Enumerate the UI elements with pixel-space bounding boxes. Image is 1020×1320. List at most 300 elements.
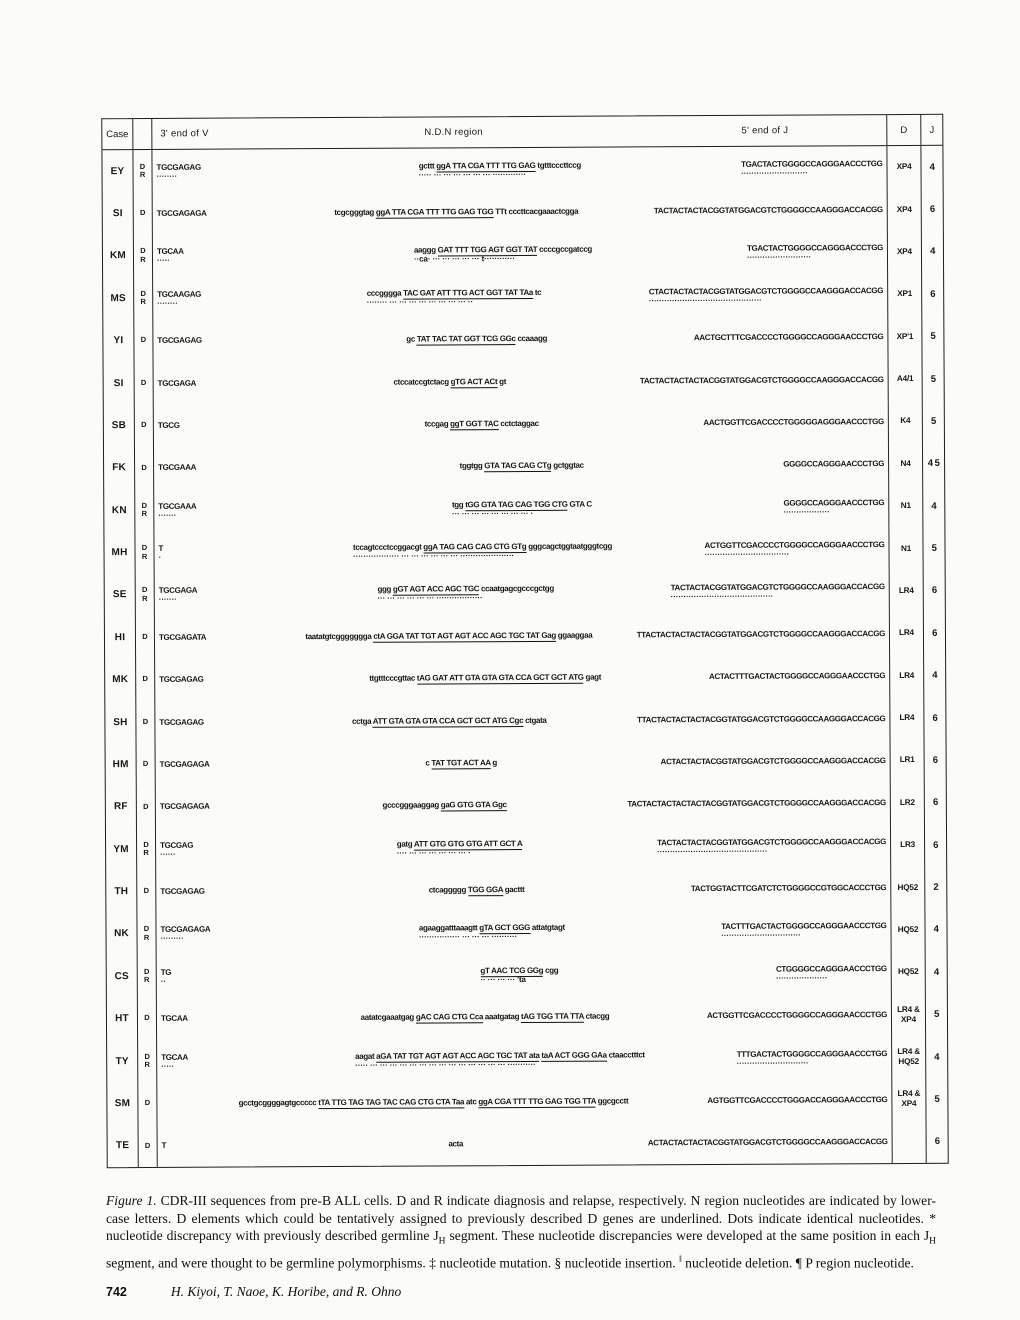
sequence-cell	[154, 485, 888, 531]
v-end-cell	[160, 886, 264, 896]
case-label: YI	[103, 320, 134, 363]
j-end-cell	[648, 1137, 888, 1147]
j-segment-number: 4	[920, 146, 942, 188]
j-end-relapse-dots: ············································	[648, 295, 762, 306]
ndn-region-sequence	[397, 839, 523, 849]
ndn-region-sequence	[355, 1050, 645, 1061]
dr-label	[137, 870, 156, 912]
j-end-sequence	[709, 671, 885, 681]
sequence-cell	[152, 146, 886, 192]
sequence-text: TTTGACTACTGGGGCCAGGGAACCCTGG	[736, 1048, 888, 1059]
ndn-region	[425, 758, 497, 767]
j-end-cell	[709, 671, 885, 681]
dr-label	[135, 404, 154, 446]
case-label: KN	[104, 489, 135, 532]
v-end-relapse-dots: ·······	[158, 510, 177, 520]
case-label: HT	[107, 998, 138, 1041]
ndn-cell	[263, 584, 669, 603]
case-label: KM	[103, 235, 134, 278]
table-row	[104, 527, 944, 574]
ndn-region-sequence	[414, 245, 592, 255]
d-gene-label: HQ52	[891, 951, 925, 994]
v-end-cell	[161, 1052, 265, 1070]
j-segment-number: 4	[921, 231, 943, 273]
ndn-region-sequence	[352, 715, 547, 725]
ndn-region-sequence	[334, 207, 578, 217]
dr-letter: D	[142, 632, 148, 642]
case-label: EY	[102, 150, 133, 193]
d-gene-label: N1	[888, 527, 922, 570]
ndn-region-sequence	[367, 288, 542, 298]
sequence-text: TGCGAAA	[158, 501, 197, 511]
j-segment-number: 6	[924, 781, 946, 823]
v-end-relapse-dots: ·········	[160, 934, 184, 944]
v-end	[157, 247, 184, 264]
sequence-text: TGCGAGATA	[158, 632, 207, 642]
d-element-underlined: TAT TAC TAT GGT TCG GGc	[416, 334, 516, 344]
dr-letter: R	[139, 170, 146, 180]
sequence-text: TACTACTACTACGGTATGGACGTCTGGGGCCAAGGGACCACGG	[653, 205, 883, 216]
ndn-region-sequence	[383, 800, 507, 810]
j-end	[694, 332, 884, 342]
sequence-text: gt	[497, 376, 507, 386]
case-label: MH	[104, 531, 135, 574]
v-end-cell	[160, 840, 264, 858]
table-row	[106, 781, 946, 828]
ndn-cell	[263, 672, 707, 683]
ndn-region-relapse-dots: ················ ··· ··· ··· ··········	[418, 932, 518, 942]
j-end	[648, 1137, 888, 1147]
dr-letter: D	[141, 500, 148, 510]
table-row	[105, 612, 945, 659]
sequence-cell	[153, 188, 887, 234]
sequence-text: TGCGAGAG	[157, 335, 202, 346]
v-end-sequence	[158, 463, 196, 472]
v-end-sequence	[160, 840, 193, 849]
sequence-text: g	[490, 758, 497, 768]
v-end-sequence	[160, 925, 210, 934]
j-end-relapse-dots: ····················	[775, 973, 828, 983]
j-end	[783, 459, 884, 469]
j-end-cell	[721, 922, 886, 940]
sequence-text: tc	[532, 287, 542, 297]
dr-letter: D	[140, 208, 146, 218]
header-d-gene: D	[886, 115, 920, 145]
dr-letter: D	[141, 543, 148, 553]
ndn-cell	[264, 838, 655, 857]
sequence-text: AACTGCTTTCGACCCCTGGGGCCAGGGAACCCTGG	[693, 332, 884, 343]
dr-label	[136, 574, 155, 616]
sequence-text: aagat	[355, 1051, 377, 1061]
dr-letter: D	[140, 377, 147, 387]
sequence-text: cctga	[352, 716, 373, 726]
d-gene-label: LR4 & HQ52	[891, 1036, 925, 1079]
j-end-sequence	[747, 244, 883, 254]
dr-letter: R	[140, 254, 146, 264]
sequence-text: TGCGAGAG	[159, 717, 204, 727]
j-end-relapse-dots: ··························	[741, 168, 808, 178]
dr-label	[136, 701, 155, 743]
ndn-cell	[263, 630, 635, 641]
v-end-sequence	[161, 1052, 188, 1061]
table-row	[104, 485, 944, 532]
ndn-region-relapse-dots: ··ca· ··· ··· ··· ··· ··· t············	[413, 254, 515, 265]
dr-letter: R	[144, 1060, 150, 1070]
table-row	[108, 1120, 948, 1167]
j-end	[703, 417, 883, 427]
ndn-region	[393, 377, 506, 387]
j-end	[661, 756, 886, 766]
sequence-text: TACTACTACTACTACTACGGTATGGACGTCTGGGGCCAAGGGACCACGG	[627, 798, 886, 809]
j-end-cell	[704, 540, 884, 558]
ndn-cell	[261, 333, 692, 344]
dr-letter: D	[141, 585, 148, 595]
ndn-region	[383, 800, 507, 810]
v-end-sequence	[157, 290, 201, 299]
j-end	[654, 205, 883, 215]
v-end-sequence	[156, 162, 200, 171]
v-end	[157, 336, 201, 345]
j-end-relapse-dots: ·······························	[721, 930, 801, 941]
sequence-cell	[156, 782, 890, 828]
ndn-cell	[265, 1049, 735, 1068]
case-label: TE	[108, 1125, 139, 1168]
j-end-cell	[654, 205, 883, 215]
sequence-cell	[156, 739, 890, 785]
d-element-underlined: tAG TGG TTA TTA	[520, 1011, 584, 1022]
v-end-cell	[158, 463, 262, 473]
sequence-cell	[154, 358, 888, 404]
j-segment-number: 5	[922, 527, 944, 569]
dr-label	[138, 1082, 157, 1124]
v-end-sequence	[159, 675, 203, 684]
j-end	[640, 375, 884, 385]
ndn-region-relapse-dots: ··· ··· ··· ··· ··· ··· ··················	[377, 593, 483, 604]
sequence-text: TGCAA	[160, 1013, 188, 1024]
sequence-text: T	[161, 1141, 167, 1151]
sequence-cell	[156, 824, 890, 870]
j-end-sequence	[721, 922, 886, 932]
ndn-cell	[263, 715, 635, 726]
sequence-table	[101, 114, 948, 1168]
ndn-region	[406, 334, 547, 344]
ndn-cell	[265, 1011, 705, 1022]
j-end-sequence	[707, 1010, 887, 1020]
caption-text: CDR-III sequences from pre-B ALL cells. D and R indicate diagnosis and relapse, respectively. N region nucleotides are indicated by lower-case letters. D elements which could be tentatively assigned to previously described D genes are underlined. Dots indicate identical nucleotides. * nucleotide discrepancy with previously described germline J	[106, 1193, 936, 1244]
case-label: SB	[104, 404, 135, 447]
v-end	[161, 1014, 188, 1023]
header-case: Case	[102, 119, 133, 149]
v-end-cell	[161, 1014, 265, 1024]
case-label: HM	[106, 743, 137, 786]
case-label: SH	[105, 701, 136, 744]
dr-letter: D	[142, 759, 149, 769]
sequence-text: tgg	[451, 499, 466, 510]
v-end	[158, 501, 196, 518]
sequence-text: TGCAA	[156, 247, 184, 257]
sequence-text: ccaaagg	[515, 334, 548, 344]
j-segment-number: 4	[922, 485, 944, 527]
ndn-region-relapse-dots: ·· ··· ··· ··· 'ta	[480, 974, 526, 985]
sequence-text: TGCGAGAG	[156, 162, 201, 172]
j-end	[709, 671, 885, 681]
sequence-text: TGACTACTGGGGCCAGGGAACCCTGG	[741, 158, 883, 169]
j-end-relapse-dots: ····························	[736, 1058, 809, 1068]
case-label: HI	[105, 616, 136, 659]
ndn-region	[448, 1140, 463, 1149]
d-element-underlined: gAC CAG CTG Cca	[415, 1012, 484, 1022]
j-segment-number: 6	[923, 570, 945, 612]
j-end	[707, 1095, 887, 1105]
j-end-cell	[637, 629, 885, 639]
sequence-cell	[154, 400, 888, 446]
ndn-cell	[260, 160, 739, 180]
table-row	[106, 866, 946, 913]
table-row	[103, 231, 943, 278]
sequence-text: atc	[464, 1097, 479, 1107]
ndn-region	[367, 288, 542, 306]
j-end-cell	[703, 417, 883, 427]
j-end	[637, 714, 885, 724]
j-end-sequence	[649, 286, 883, 296]
table-row	[107, 993, 947, 1040]
dr-letter: D	[142, 674, 148, 684]
d-gene-label: LR1	[890, 739, 924, 782]
v-end	[160, 760, 210, 769]
v-end-cell	[157, 336, 261, 346]
d-gene-label: XP4	[887, 188, 921, 231]
d-gene-label: N1	[888, 485, 922, 528]
j-end-cell	[640, 375, 884, 385]
dr-label	[135, 489, 154, 531]
sequence-text: aaatgatag	[483, 1012, 522, 1022]
d-gene-label: HQ52	[890, 866, 924, 909]
j-segment-number: 5	[922, 358, 944, 400]
j-end-sequence	[671, 583, 885, 593]
ndn-region-relapse-dots: ··· ··· ··· ··· ··· ··· ··· ··· ·	[451, 508, 534, 519]
sequence-text: gagt	[583, 672, 602, 682]
dr-letter: D	[144, 1013, 150, 1023]
dr-label	[134, 192, 153, 234]
j-end-cell	[649, 286, 883, 304]
v-end	[159, 586, 198, 603]
dr-label	[136, 616, 155, 658]
j-segment-number: 6	[924, 824, 946, 866]
header-ndn-region: N.D.N region	[424, 126, 483, 139]
dr-letter: D	[144, 1098, 151, 1108]
sequence-text: TTACTACTACTACTACGGTATGGACGTCTGGGGCCAAGGGACCACGG	[636, 628, 885, 640]
j-segment-number: 4	[925, 1036, 947, 1078]
j-segment-number: 4	[924, 909, 946, 951]
dr-letter: D	[139, 161, 146, 171]
j-end-sequence	[776, 964, 887, 974]
j-end-sequence	[640, 375, 884, 385]
d-gene-label: LR3	[890, 824, 924, 867]
dr-label	[137, 913, 156, 955]
table-row	[102, 146, 942, 193]
j-segment-number: 4 5	[922, 442, 944, 484]
sequence-text: ctaacctttct	[606, 1049, 645, 1060]
ndn-region	[361, 1012, 610, 1022]
d-element-underlined: tAG GAT ATT GTA GTA GTA CCA GCT GCT ATG	[416, 672, 584, 683]
table-row	[105, 697, 945, 744]
dr-letter: R	[141, 509, 148, 519]
dr-label	[134, 235, 153, 277]
dr-letter: R	[144, 975, 150, 985]
sequence-text: tggtgg	[459, 461, 485, 471]
sequence-text: TACTACTACTACTACGGTATGGACGTCTGGGGCCAAGGGACCACGG	[639, 374, 884, 385]
sequence-cell	[153, 273, 887, 319]
j-segment-number: 6	[923, 697, 945, 739]
header-dr-spacer	[133, 119, 152, 149]
dr-label	[136, 658, 155, 700]
ndn-cell	[262, 376, 638, 387]
v-end-cell	[160, 925, 264, 943]
j-segment-number: 5	[921, 315, 943, 357]
v-end-cell	[159, 586, 263, 604]
ndn-region-sequence	[448, 1140, 463, 1149]
sequence-text: TGCGAGAGA	[160, 925, 211, 935]
ndn-region-sequence	[419, 160, 581, 170]
j-end	[721, 922, 886, 940]
sequence-cell	[154, 443, 888, 489]
sequence-cell	[156, 909, 890, 955]
j-end	[691, 883, 887, 893]
sequence-text: TACTACTACGGTATGGACGTCTGGGGCCAAGGGACCACGG	[670, 582, 885, 593]
dr-letter: R	[143, 848, 149, 858]
j-end-cell	[737, 1049, 888, 1067]
ndn-region-relapse-dots: ·················· ··· ··· ··· ··· ··· ··· ·····················	[353, 551, 515, 561]
table-row	[104, 358, 944, 405]
ndn-region	[419, 160, 581, 178]
caption-text: segment. These nucleotide discrepancies were developed at the same position in each J	[445, 1228, 930, 1244]
ndn-region-sequence	[419, 923, 565, 933]
v-end-cell	[160, 802, 264, 812]
d-element-underlined: GTA TAG CAG CTg	[484, 461, 552, 471]
ndn-region	[397, 839, 523, 857]
d-gene-label: LR2	[890, 782, 924, 825]
v-end-sequence	[160, 802, 210, 811]
case-label: NK	[106, 913, 137, 956]
sequence-text: tgtttcccttccg	[535, 160, 581, 170]
dr-letter: D	[140, 246, 146, 256]
table-row	[106, 739, 946, 786]
v-end-relapse-dots: ········	[157, 298, 178, 308]
sequence-cell	[157, 1036, 891, 1082]
v-end-sequence	[162, 1141, 167, 1150]
sequence-text: c	[425, 758, 432, 768]
dr-letter: D	[144, 1140, 151, 1150]
dr-letter: D	[143, 839, 149, 849]
v-end-cell	[160, 759, 264, 769]
v-end-relapse-dots: ······	[160, 849, 176, 859]
sequence-cell	[155, 655, 889, 701]
v-end	[161, 968, 172, 985]
j-segment-number: 6	[921, 273, 943, 315]
sequence-text: attatgtagt	[529, 923, 565, 933]
ndn-cell	[261, 206, 652, 217]
ndn-region	[419, 923, 565, 941]
sequence-text: ctacgg	[583, 1011, 610, 1021]
header-main	[152, 115, 886, 149]
v-end-sequence	[159, 717, 203, 726]
sequence-text: ccccgccgatccg	[537, 245, 592, 255]
j-end-cell	[707, 1095, 887, 1105]
d-element-underlined: ggA TAG CAG CAG CTG GTg	[423, 542, 527, 552]
d-element-underlined: ATT GTA GTA GTA CCA GCT GCT ATG Cgc	[372, 715, 524, 726]
d-gene-label: LR4	[889, 570, 923, 613]
sequence-cell	[153, 231, 887, 277]
sequence-text: T	[158, 543, 164, 553]
ndn-region-sequence	[369, 673, 601, 683]
v-end	[160, 925, 210, 942]
dr-letter: D	[143, 966, 150, 976]
j-end-sequence	[648, 1137, 888, 1147]
j-end-cell	[783, 498, 884, 516]
v-end-cell	[161, 967, 265, 985]
v-end	[160, 840, 193, 857]
sequence-text: TGCGAAA	[158, 463, 197, 473]
v-end-sequence	[159, 586, 197, 595]
v-end	[161, 1052, 188, 1069]
sequence-text: aatatcgaaatgag	[360, 1012, 416, 1023]
j-end-cell	[657, 837, 886, 855]
d-gene-label: K4	[888, 400, 922, 443]
sequence-text: acta	[448, 1139, 464, 1149]
sequence-text: TACTTTGACTACTGGGGCCAGGGAACCCTGG	[721, 921, 887, 932]
v-end	[160, 887, 204, 896]
ndn-region	[414, 245, 592, 263]
d-gene-label: XP4	[886, 146, 920, 189]
dr-letter: R	[143, 932, 150, 942]
sequence-text: gc	[406, 334, 417, 344]
j-segment-number: 4	[923, 654, 945, 696]
ndn-region-sequence	[429, 885, 525, 895]
page-number: 742	[106, 1285, 127, 1299]
d-element-underlined: gTG ACT ACt	[450, 376, 498, 386]
ndn-region-relapse-dots: ····· ··· ··· ··· ··· ··· ··· ··· ··· ··· ··· ··· ··· ··· ··· ···········	[355, 1059, 536, 1070]
j-end	[741, 159, 883, 177]
sequence-text: agaaggatttaaagtt	[418, 923, 480, 933]
j-end-cell	[741, 159, 883, 177]
d-element-underlined: ggA CGA TTT TTG GAG TGG TTA	[478, 1096, 596, 1107]
table-row	[106, 909, 946, 956]
v-end-sequence	[159, 632, 206, 641]
ndn-cell	[264, 800, 626, 811]
dr-letter: R	[141, 551, 148, 561]
sequence-text: TTt cccttcacgaaactcgga	[493, 206, 579, 217]
sequence-text: gcctgcggggagtgccccc	[238, 1098, 319, 1108]
d-gene-label: XP'1	[887, 315, 921, 358]
v-end	[157, 209, 207, 218]
d-element-underlined: tTA TTG TAG TAG TAC CAG CTG CTA Taa	[318, 1097, 465, 1108]
dr-label	[135, 531, 154, 573]
j-end	[657, 837, 886, 855]
v-end-cell	[162, 1141, 266, 1151]
sequence-text: GTA C	[567, 499, 592, 509]
sequence-text: gatg	[396, 839, 414, 849]
table-row	[104, 442, 944, 489]
v-end-sequence	[161, 968, 171, 977]
dr-letter: D	[143, 886, 150, 896]
j-end-sequence	[783, 498, 884, 508]
j-segment-number: 5	[925, 993, 947, 1035]
sequence-text: ggcgcctt	[595, 1096, 629, 1106]
d-element-underlined: gT AAC TCG GGg	[480, 965, 544, 976]
dr-label	[137, 743, 156, 785]
j-end-relapse-dots: ·································	[704, 549, 790, 560]
sequence-text: cgg	[543, 965, 559, 975]
